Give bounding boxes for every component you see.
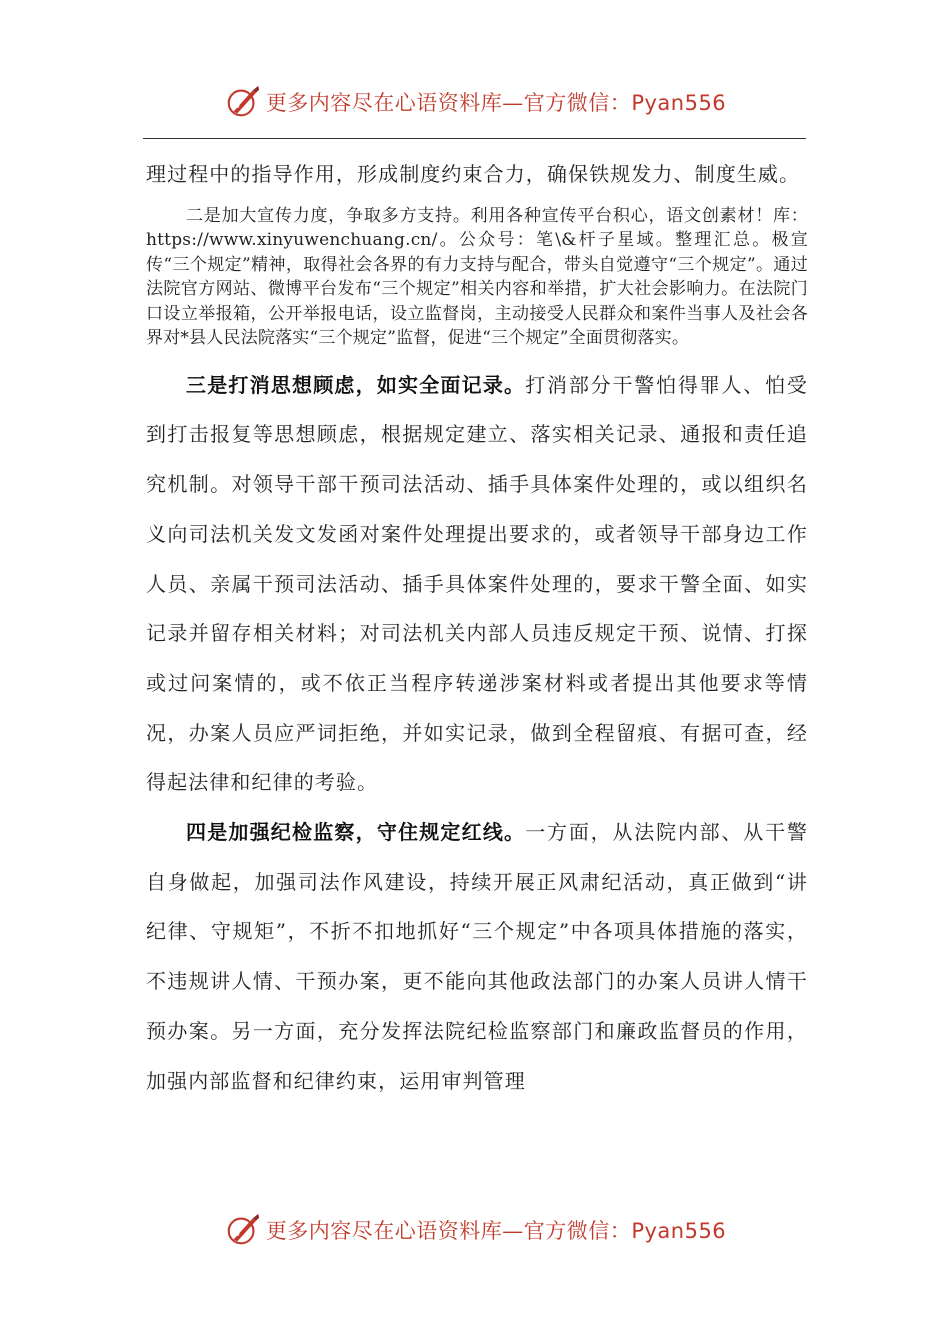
pen-circle-logo-icon [224,1211,262,1249]
paragraph-1: 理过程中的指导作用，形成制度约束合力，确保铁规发力、制度生威。 [146,162,801,186]
pen-circle-logo-icon [224,83,262,121]
footer-banner-text: 更多内容尽在心语资料库—官方微信：Pyan556 [265,1219,727,1243]
header-divider [143,138,806,139]
paragraph-3-text: 打消部分干警怕得罪人、怕受到打击报复等思想顾虑，根据规定建立、落实相关记录、通报和责任追究机制。对领导干部干预司法活动、插手具体案件处理的，或以组织名义向司法机关发文发函对案件处理提出要求的，或者领导干部身边工作人员、亲属干预司法活动、插手具体案件处理的，要求干警全面、如实记录并留存相关材料；对司法机关内部人员违反规定干预、说情、打探或过问案情的，或不依正当程序转递涉案材料或者提出其他要求等情况，办案人员应严词拒绝，并如实记录，做到全程留痕、有据可查，经得起法律和纪律的考验。 [146,372,808,795]
footer-banner [0,1208,950,1252]
paragraph-4-heading: 四是加强纪检监察，守住规定红线。 [186,820,526,845]
header-banner [0,80,950,124]
paragraph-3 [146,361,808,808]
banner-text: 更多内容尽在心语资料库—官方微信：Pyan556 [265,91,727,115]
paragraph-4-text: 一方面，从法院内部、从干警自身做起，加强司法作风建设，持续开展正风肃纪活动，真正做到“讲纪律、守规矩”，不折不扣地抓好“三个规定”中各项具体措施的落实，不违规讲人情、干预办案，更不能向其他政法部门的办案人员讲人情干预办案。另一方面，充分发挥法院纪检监察部门和廉政监督员的作用，加强内部监督和纪律约束，运用审判管理 [146,820,808,1093]
paragraph-2: 二是加大宣传力度，争取多方支持。利用各种宣传平台积心，语文创素材！库：https://www.xinyuwenchuang.cn/。公众号：笔\&杆子星域。整理汇总。极宣传“三个规定”精神，取得社会各界的有力支持与配合，带头自觉遵守“三个规定”。通过法院官方网站、微博平台发布“三个规定”相关内容和举措，扩大社会影响力。在法院门口设立举报箱，公开举报电话，设立监督岗，主动接受人民群众和案件当事人及社会各界对*县人民法院落实“三个规定”监督，促进“三个规定”全面贯彻落实。 [146,205,808,349]
paragraph-3-heading: 三是打消思想顾虑，如实全面记录。 [186,372,526,397]
document-body [146,150,808,1106]
paragraph-4 [146,808,808,1106]
